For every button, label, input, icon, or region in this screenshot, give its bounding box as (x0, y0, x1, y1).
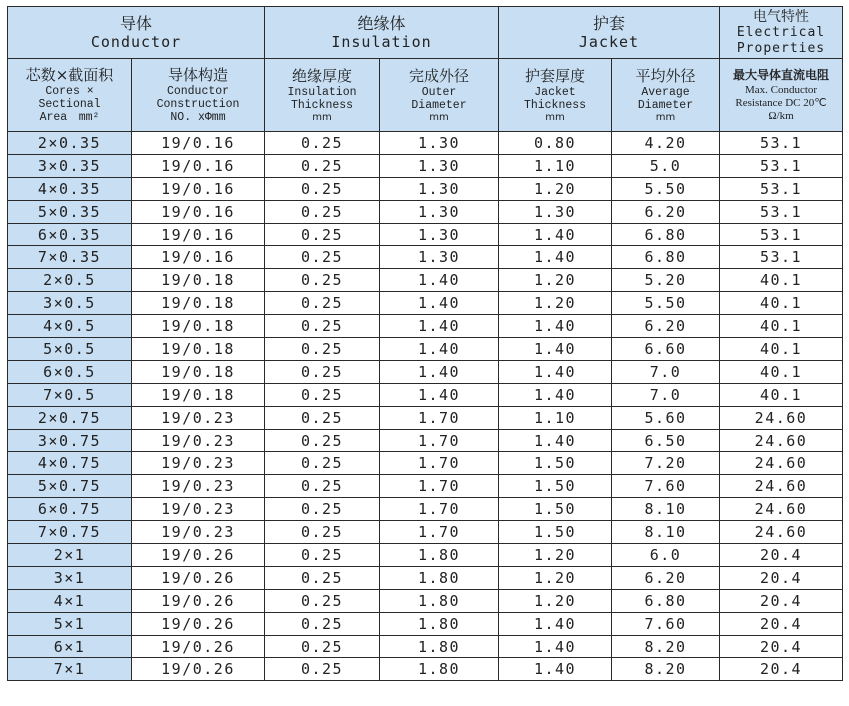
col-area-zh: 芯数×截面积 (25, 66, 114, 84)
col-header-outer-diameter (380, 59, 499, 132)
cell-jacket-thickness: 1.20 (499, 589, 612, 612)
cell-outer-diameter: 1.40 (380, 315, 499, 338)
cell-area: 4×1 (8, 589, 132, 612)
column-header-row (8, 59, 843, 132)
cell-avg-diameter: 6.80 (612, 589, 720, 612)
cell-outer-diameter: 1.40 (380, 360, 499, 383)
cell-area: 7×1 (8, 658, 132, 681)
cell-jacket-thickness: 1.10 (499, 154, 612, 177)
cell-ins-thickness: 0.25 (265, 475, 380, 498)
cell-avg-diameter: 7.20 (612, 452, 720, 475)
cell-outer-diameter: 1.80 (380, 544, 499, 567)
cell-resistance: 40.1 (720, 383, 843, 406)
col-resistance-en2: Resistance DC 20℃ (735, 97, 827, 109)
col-header-avg-diameter (612, 59, 720, 132)
cell-avg-diameter: 6.50 (612, 429, 720, 452)
cell-construction: 19/0.26 (132, 544, 265, 567)
col-avg-diameter-en2: Diameter (637, 98, 694, 112)
insulation-group-en: Insulation (331, 32, 432, 51)
cell-outer-diameter: 1.30 (380, 132, 499, 155)
cell-avg-diameter: 6.20 (612, 566, 720, 589)
cell-avg-diameter: 7.60 (612, 475, 720, 498)
cell-outer-diameter: 1.80 (380, 658, 499, 681)
col-outer-diameter-en1: Outer (421, 85, 457, 99)
col-resistance-en1: Max. Conductor (744, 84, 818, 96)
cell-outer-diameter: 1.40 (380, 269, 499, 292)
cell-ins-thickness: 0.25 (265, 566, 380, 589)
col-outer-diameter-en2: Diameter (411, 98, 467, 112)
cell-resistance: 20.4 (720, 544, 843, 567)
cell-area: 4×0.35 (8, 177, 132, 200)
table-row (8, 635, 843, 658)
cell-outer-diameter: 1.30 (380, 246, 499, 269)
cell-area: 3×0.35 (8, 154, 132, 177)
col-ins-thickness-en1: Insulation (287, 85, 357, 99)
table-row (8, 612, 843, 635)
col-resistance-unit: Ω/km (768, 110, 794, 122)
cell-resistance: 53.1 (720, 246, 843, 269)
table-body (8, 132, 843, 681)
cell-construction: 19/0.26 (132, 566, 265, 589)
electrical-group-en1: Electrical (736, 24, 826, 40)
cell-avg-diameter: 6.20 (612, 200, 720, 223)
cell-construction: 19/0.16 (132, 177, 265, 200)
cell-ins-thickness: 0.25 (265, 612, 380, 635)
cell-outer-diameter: 1.40 (380, 338, 499, 361)
col-ins-thickness-zh: 绝缘厚度 (291, 66, 352, 85)
cell-outer-diameter: 1.80 (380, 566, 499, 589)
cell-ins-thickness: 0.25 (265, 406, 380, 429)
col-jacket-thickness-zh: 护套厚度 (524, 66, 585, 85)
cell-jacket-thickness: 1.40 (499, 635, 612, 658)
cell-resistance: 40.1 (720, 292, 843, 315)
cell-resistance: 20.4 (720, 589, 843, 612)
cell-jacket-thickness: 1.50 (499, 452, 612, 475)
cell-resistance: 20.4 (720, 612, 843, 635)
cell-outer-diameter: 1.80 (380, 589, 499, 612)
col-construction-en3: NO. xΦmm (170, 111, 226, 124)
cell-construction: 19/0.16 (132, 132, 265, 155)
cell-construction: 19/0.23 (132, 475, 265, 498)
cell-ins-thickness: 0.25 (265, 635, 380, 658)
col-area-en2: Sectional (38, 98, 101, 111)
cell-avg-diameter: 8.20 (612, 658, 720, 681)
cell-avg-diameter: 6.0 (612, 544, 720, 567)
col-jacket-thickness-unit: mm (545, 111, 565, 123)
cell-jacket-thickness: 1.50 (499, 521, 612, 544)
cell-resistance: 40.1 (720, 338, 843, 361)
electrical-group-header (720, 7, 843, 59)
cell-avg-diameter: 8.20 (612, 635, 720, 658)
cell-resistance: 24.60 (720, 498, 843, 521)
table-row (8, 452, 843, 475)
table-row (8, 566, 843, 589)
cell-ins-thickness: 0.25 (265, 544, 380, 567)
cell-resistance: 24.60 (720, 429, 843, 452)
cell-jacket-thickness: 1.30 (499, 200, 612, 223)
cell-outer-diameter: 1.30 (380, 154, 499, 177)
cell-resistance: 24.60 (720, 475, 843, 498)
cell-outer-diameter: 1.70 (380, 452, 499, 475)
cell-ins-thickness: 0.25 (265, 154, 380, 177)
col-jacket-thickness-en1: Jacket (534, 85, 576, 99)
cell-avg-diameter: 7.0 (612, 383, 720, 406)
cell-construction: 19/0.18 (132, 269, 265, 292)
cell-avg-diameter: 5.50 (612, 177, 720, 200)
cell-jacket-thickness: 1.40 (499, 338, 612, 361)
cell-construction: 19/0.23 (132, 521, 265, 544)
cell-outer-diameter: 1.40 (380, 383, 499, 406)
cell-jacket-thickness: 1.20 (499, 269, 612, 292)
cell-ins-thickness: 0.25 (265, 315, 380, 338)
cell-ins-thickness: 0.25 (265, 360, 380, 383)
cell-area: 6×0.75 (8, 498, 132, 521)
cell-ins-thickness: 0.25 (265, 223, 380, 246)
col-avg-diameter-unit: mm (655, 111, 676, 123)
cell-resistance: 24.60 (720, 452, 843, 475)
cell-avg-diameter: 6.60 (612, 338, 720, 361)
table-row (8, 269, 843, 292)
cell-resistance: 53.1 (720, 154, 843, 177)
cell-outer-diameter: 1.70 (380, 521, 499, 544)
jacket-group-header (499, 7, 720, 59)
cell-jacket-thickness: 1.20 (499, 292, 612, 315)
cell-construction: 19/0.26 (132, 635, 265, 658)
cell-area: 6×0.35 (8, 223, 132, 246)
cell-construction: 19/0.18 (132, 383, 265, 406)
col-construction-en2: Construction (156, 98, 240, 111)
col-area-en3: Area mm² (39, 111, 100, 124)
cable-spec-table (7, 6, 843, 681)
col-construction-zh: 导体构造 (167, 66, 228, 84)
jacket-group-en: Jacket (578, 32, 640, 51)
cell-area: 7×0.75 (8, 521, 132, 544)
cell-resistance: 20.4 (720, 566, 843, 589)
group-header-row (8, 7, 843, 59)
insulation-group-header (265, 7, 499, 59)
cell-ins-thickness: 0.25 (265, 269, 380, 292)
col-header-jacket-thickness (499, 59, 612, 132)
cell-area: 2×1 (8, 544, 132, 567)
table-row (8, 521, 843, 544)
cell-avg-diameter: 6.20 (612, 315, 720, 338)
cell-jacket-thickness: 1.40 (499, 612, 612, 635)
table-row (8, 498, 843, 521)
cell-jacket-thickness: 1.40 (499, 429, 612, 452)
cell-resistance: 40.1 (720, 360, 843, 383)
cell-ins-thickness: 0.25 (265, 429, 380, 452)
cell-area: 2×0.35 (8, 132, 132, 155)
col-resistance-zh: 最大导体直流电阻 (732, 68, 829, 82)
cell-construction: 19/0.26 (132, 658, 265, 681)
cell-jacket-thickness: 1.40 (499, 315, 612, 338)
cell-area: 5×0.35 (8, 200, 132, 223)
cell-avg-diameter: 6.80 (612, 223, 720, 246)
conductor-group-en: Conductor (90, 32, 182, 51)
cell-ins-thickness: 0.25 (265, 383, 380, 406)
cell-outer-diameter: 1.70 (380, 406, 499, 429)
cell-jacket-thickness: 1.40 (499, 223, 612, 246)
cell-construction: 19/0.23 (132, 498, 265, 521)
cell-construction: 19/0.16 (132, 154, 265, 177)
cell-area: 5×1 (8, 612, 132, 635)
cell-construction: 19/0.23 (132, 406, 265, 429)
cell-resistance: 20.4 (720, 658, 843, 681)
cell-jacket-thickness: 1.40 (499, 360, 612, 383)
cell-outer-diameter: 1.70 (380, 475, 499, 498)
table-row (8, 475, 843, 498)
cell-jacket-thickness: 1.40 (499, 246, 612, 269)
cell-area: 6×0.5 (8, 360, 132, 383)
cell-avg-diameter: 5.20 (612, 269, 720, 292)
cell-jacket-thickness: 1.20 (499, 177, 612, 200)
cell-ins-thickness: 0.25 (265, 292, 380, 315)
table-row (8, 383, 843, 406)
cell-avg-diameter: 7.0 (612, 360, 720, 383)
cell-ins-thickness: 0.25 (265, 658, 380, 681)
cell-resistance: 53.1 (720, 132, 843, 155)
col-jacket-thickness-en2: Thickness (523, 98, 587, 112)
electrical-group-zh: 电气特性 (753, 8, 809, 25)
cell-area: 2×0.75 (8, 406, 132, 429)
col-header-resistance (720, 59, 843, 132)
cell-avg-diameter: 4.20 (612, 132, 720, 155)
cell-avg-diameter: 8.10 (612, 498, 720, 521)
cell-avg-diameter: 8.10 (612, 521, 720, 544)
cell-construction: 19/0.18 (132, 360, 265, 383)
cell-avg-diameter: 5.60 (612, 406, 720, 429)
cell-area: 5×0.5 (8, 338, 132, 361)
cell-outer-diameter: 1.80 (380, 635, 499, 658)
cell-outer-diameter: 1.70 (380, 498, 499, 521)
table-row (8, 406, 843, 429)
cell-area: 7×0.5 (8, 383, 132, 406)
col-header-ins-thickness (265, 59, 380, 132)
cell-ins-thickness: 0.25 (265, 200, 380, 223)
cell-resistance: 40.1 (720, 269, 843, 292)
cell-avg-diameter: 5.50 (612, 292, 720, 315)
col-header-construction (132, 59, 265, 132)
col-construction-en1: Conductor (166, 85, 230, 98)
cell-ins-thickness: 0.25 (265, 246, 380, 269)
table-row (8, 292, 843, 315)
cell-jacket-thickness: 1.40 (499, 658, 612, 681)
cell-resistance: 53.1 (720, 200, 843, 223)
cell-jacket-thickness: 1.10 (499, 406, 612, 429)
cell-area: 7×0.35 (8, 246, 132, 269)
cell-construction: 19/0.26 (132, 612, 265, 635)
col-header-area (8, 59, 132, 132)
col-outer-diameter-unit: mm (429, 111, 449, 123)
cell-jacket-thickness: 1.50 (499, 498, 612, 521)
cell-resistance: 40.1 (720, 315, 843, 338)
cell-ins-thickness: 0.25 (265, 177, 380, 200)
conductor-group-zh: 导体 (119, 13, 152, 33)
col-avg-diameter-en1: Average (641, 85, 690, 99)
cell-resistance: 24.60 (720, 521, 843, 544)
cell-area: 3×0.5 (8, 292, 132, 315)
table-row (8, 429, 843, 452)
cell-ins-thickness: 0.25 (265, 338, 380, 361)
table-row (8, 658, 843, 681)
cell-construction: 19/0.18 (132, 315, 265, 338)
cell-outer-diameter: 1.30 (380, 177, 499, 200)
cell-outer-diameter: 1.30 (380, 223, 499, 246)
col-avg-diameter-zh: 平均外径 (635, 66, 696, 85)
cell-construction: 19/0.26 (132, 589, 265, 612)
cell-area: 5×0.75 (8, 475, 132, 498)
table-row (8, 246, 843, 269)
cell-jacket-thickness: 1.20 (499, 544, 612, 567)
cell-outer-diameter: 1.30 (380, 200, 499, 223)
cell-construction: 19/0.16 (132, 223, 265, 246)
cell-construction: 19/0.23 (132, 452, 265, 475)
insulation-group-zh: 绝缘体 (357, 13, 406, 33)
cell-ins-thickness: 0.25 (265, 521, 380, 544)
cell-area: 2×0.5 (8, 269, 132, 292)
cell-resistance: 53.1 (720, 223, 843, 246)
cell-area: 4×0.5 (8, 315, 132, 338)
cell-avg-diameter: 6.80 (612, 246, 720, 269)
conductor-group-header (8, 7, 265, 59)
table-row (8, 360, 843, 383)
cell-area: 3×0.75 (8, 429, 132, 452)
table-row (8, 589, 843, 612)
cell-jacket-thickness: 1.50 (499, 475, 612, 498)
table-row (8, 154, 843, 177)
cell-jacket-thickness: 1.40 (499, 383, 612, 406)
cell-avg-diameter: 5.0 (612, 154, 720, 177)
cell-avg-diameter: 7.60 (612, 612, 720, 635)
col-area-en1: Cores × (45, 85, 94, 98)
cell-ins-thickness: 0.25 (265, 498, 380, 521)
table-row (8, 177, 843, 200)
col-ins-thickness-en2: Thickness (290, 98, 354, 112)
table-row (8, 223, 843, 246)
cell-outer-diameter: 1.40 (380, 292, 499, 315)
cell-jacket-thickness: 0.80 (499, 132, 612, 155)
table-row (8, 315, 843, 338)
cell-construction: 19/0.18 (132, 292, 265, 315)
col-ins-thickness-unit: mm (312, 111, 332, 123)
cell-construction: 19/0.16 (132, 200, 265, 223)
table-row (8, 200, 843, 223)
table-row (8, 338, 843, 361)
cell-ins-thickness: 0.25 (265, 132, 380, 155)
cell-resistance: 24.60 (720, 406, 843, 429)
cell-ins-thickness: 0.25 (265, 452, 380, 475)
cell-jacket-thickness: 1.20 (499, 566, 612, 589)
cell-outer-diameter: 1.80 (380, 612, 499, 635)
cell-outer-diameter: 1.70 (380, 429, 499, 452)
cell-ins-thickness: 0.25 (265, 589, 380, 612)
cell-construction: 19/0.23 (132, 429, 265, 452)
electrical-group-en2: Properties (736, 40, 826, 56)
cell-construction: 19/0.18 (132, 338, 265, 361)
cell-area: 6×1 (8, 635, 132, 658)
cell-area: 3×1 (8, 566, 132, 589)
col-outer-diameter-zh: 完成外径 (408, 66, 469, 85)
cell-construction: 19/0.16 (132, 246, 265, 269)
table-row (8, 132, 843, 155)
cell-area: 4×0.75 (8, 452, 132, 475)
cell-resistance: 20.4 (720, 635, 843, 658)
cell-resistance: 53.1 (720, 177, 843, 200)
jacket-group-zh: 护套 (592, 13, 625, 33)
table-row (8, 544, 843, 567)
